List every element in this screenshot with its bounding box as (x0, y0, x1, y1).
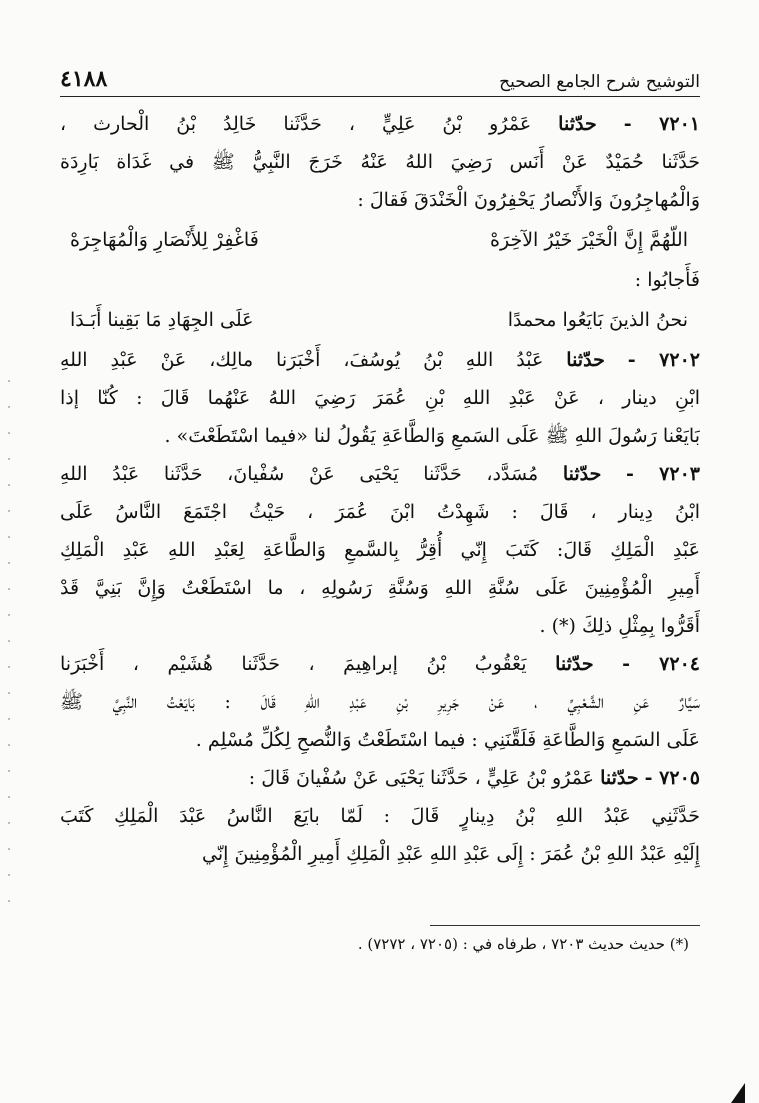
line-text: عَلَى السَمعِ وَالطَّاعَةِ فَلَقَّنَنِي : فيما اسْتَطَعْتُ وَالنُّصحِ لِكُلِّ مُسْلِم . (195, 729, 700, 751)
hadith-first-line (60, 341, 700, 379)
line-text: يَعْقُوبُ بْنُ إبراهِيمَ ، حَدَّثَنا هُشَيْم ، أَخْبَرَنا (60, 653, 527, 675)
line-text: أَمِيرِ الْمُؤْمِنِينَ عَلَى سُنَّةِ اللهِ وَسُنَّةِ رَسُولِهِ ، ما اسْتَطَعْتُ وَإِنَّ بَنِيَّ قَدْ (60, 577, 700, 599)
text-line (60, 683, 700, 721)
page-number: ٤١٨٨ (60, 66, 108, 92)
hadith-number: ٧٢٠٥ - (644, 767, 700, 789)
text-line (60, 493, 700, 531)
hadith-first-line (60, 455, 700, 493)
text-line (60, 181, 700, 219)
narration-keyword: حدّثنا (558, 113, 597, 135)
page (60, 58, 700, 873)
line-text: وَالْمُهاجِرُونَ وَالأَنْصارُ يَحْفِرُونَ الْخَنْدَقَ فَقالَ : (357, 189, 700, 211)
verse-first-hemistich: اللّهُمَّ إِنَّ الْخَيْرَ خَيْرُ الآخِرَهْ (490, 229, 688, 251)
narration-keyword: حدّثنا (600, 767, 639, 789)
header-rule (60, 96, 700, 97)
text-line (60, 835, 700, 873)
body-text (60, 105, 700, 873)
line-text: بَايَعْنا رَسُولَ اللهِ ﷺ عَلَى السَمعِ وَالطَّاعَةِ يَقُولُ لنا «فيما اسْتَطَعْتَ» . (164, 425, 700, 447)
line-text: مُسَدَّد، حَدَّثَنا يَحْيَى عَنْ سُفْيانَ، حَدَّثَنا عَبْدُ اللهِ (60, 463, 539, 485)
verse-line (60, 219, 700, 261)
running-title: التوشيح شرح الجامع الصحيح (499, 72, 700, 92)
text-line (60, 261, 700, 299)
verse-line (60, 299, 700, 341)
running-header (60, 58, 700, 92)
line-text: حَدَّثَنِي عَبْدُ اللهِ بْنُ دِينارٍ قَالَ : لَمّا بايَعَ النَّاسُ عَبْدَ الْمَلِكِ كَتَبَ (60, 805, 700, 827)
narration-keyword: حدّثنا (555, 653, 594, 675)
text-line (60, 143, 700, 181)
line-text: إِلَيْهِ عَبْدُ اللهِ بْنُ عُمَرَ : إِلَى عَبْدِ اللهِ عَبْدِ الْمَلِكِ أَمِيرِ الْمُؤْمِنِينَ إِنّي (202, 843, 700, 865)
hadith-number: ٧٢٠٣ - (626, 463, 700, 485)
verse-first-hemistich: نحنُ الذينَ بَايَعُوا محمدًا (507, 309, 688, 331)
line-text: عَمْرُو بْنُ عَلِيٍّ ، حَدَّثَنا خَالِدُ بْنُ الْحارث ، (60, 113, 532, 135)
hadith-first-line (60, 759, 700, 797)
line-text: حَدَّثَنا حُمَيْدٌ عَنْ أَنَس رَضِيَ اللهُ عَنْهُ خَرَجَ النَّبِيُّ ﷺ في غَدَاة بَارِدَة (60, 151, 700, 173)
text-line (60, 607, 700, 645)
corner-scan-mark (731, 1083, 745, 1103)
line-text: سَيَّارٌ عَنِ الشَّعْبِيِّ ، عَنْ جَرِيرِ بْنِ عَبْدِ اللهِ قَالَ : بَايَعْتُ النَّبِيَّ ﷺ (60, 691, 700, 713)
hadith-number: ٧٢٠١ - (623, 113, 700, 135)
hadith-first-line (60, 105, 700, 143)
line-text: ابْنُ دِينار ، قَالَ : شَهِدْتُ ابْنَ عُمَرَ ، حَيْثُ اجْتَمَعَ النَّاسُ عَلَى (60, 501, 700, 523)
verse-second-hemistich: عَلَى الجِهَادِ مَا بَقِينا أَبَـدَا (70, 309, 254, 331)
line-text: عَبْدِ الْمَلِكِ قَالَ: كَتَبَ إِنّي أُقِرُّ بِالسَّمعِ وَالطَّاعَةِ لِعَبْدِ اللهِ عَبْدِ الْمَلِكِ (60, 539, 700, 561)
narration-keyword: حدّثنا (566, 349, 605, 371)
line-text: عَمْرُو بْنُ عَلِيٍّ ، حَدَّثَنا يَحْيَى عَنْ سُفْيانَ قَالَ : (248, 767, 595, 789)
text-line (60, 721, 700, 759)
footnote-rule (430, 925, 700, 926)
verse-second-hemistich: فَاغْفِرْ لِلأَنْصَارِ وَالْمُهَاجِرَهْ (70, 229, 259, 251)
text-line (60, 379, 700, 417)
text-line (60, 569, 700, 607)
text-line (60, 531, 700, 569)
line-text: فَأَجابُوا : (634, 269, 700, 291)
line-text: أَقَرُّوا بِمِثْلِ ذلِكَ (*) . (539, 615, 700, 637)
line-text: عَبْدُ اللهِ بْنُ يُوسُفَ، أَخْبَرَنا مالِك، عَنْ عَبْدِ اللهِ (60, 349, 544, 371)
edge-scan-marks (8, 380, 10, 920)
text-line (60, 797, 700, 835)
text-line (60, 417, 700, 455)
line-text: ابْنِ دينار ، عَنْ عَبْدِ اللهِ بْنِ عُمَرَ رَضِيَ اللهُ عَنْهُما قَالَ : كُنّا إذا (60, 387, 700, 409)
footnote: (*) حديث حديث ٧٢٠٣ ، طرفاه في : (٧٢٠٥ ، ٧٢٧٢) . (357, 935, 689, 953)
narration-keyword: حدّثنا (562, 463, 602, 485)
hadith-number: ٧٢٠٤ - (622, 653, 700, 675)
hadith-first-line (60, 645, 700, 683)
hadith-number: ٧٢٠٢ - (627, 349, 700, 371)
